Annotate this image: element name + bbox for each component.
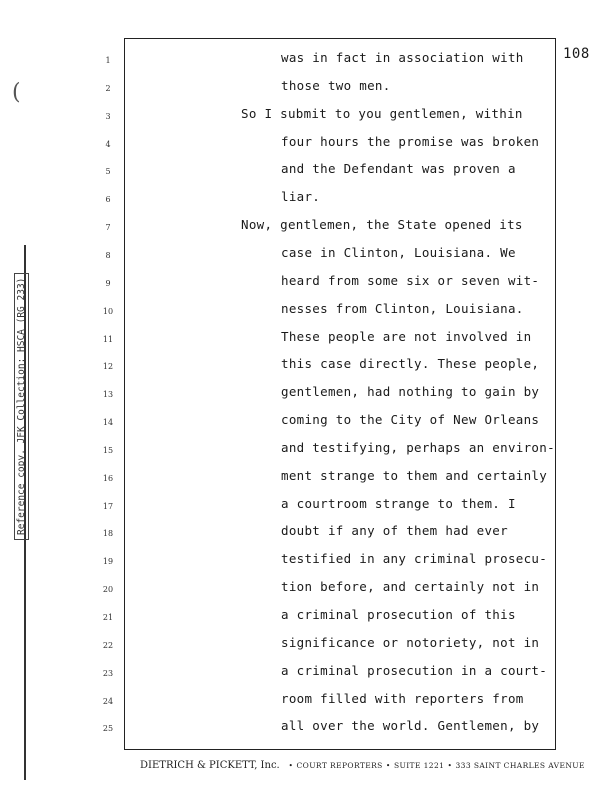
line-number: 18 [102, 529, 114, 539]
page-number: 108 [563, 46, 590, 62]
transcript-line: heard from some six or seven wit- [281, 272, 540, 288]
line-number: 21 [102, 613, 114, 622]
transcript-line: a courtroom strange to them. I [281, 495, 516, 511]
transcript-line: room filled with reporters from [281, 690, 524, 706]
transcript-line: was in fact in association with [281, 50, 524, 65]
line-number: 10 [102, 306, 114, 316]
line-number: 24 [102, 696, 114, 706]
line-number: 19 [102, 557, 114, 567]
transcript-line: These people are not involved in [281, 328, 532, 344]
line-number: 22 [102, 640, 114, 650]
line-number: 13 [102, 390, 114, 400]
footer-sep: • [288, 761, 294, 770]
line-number: 8 [105, 250, 111, 260]
footer-service: COURT REPORTERS [296, 761, 383, 770]
line-number: 20 [102, 585, 114, 595]
line-number: 17 [102, 501, 114, 511]
transcript-line: liar. [281, 189, 321, 205]
line-number: 11 [102, 334, 114, 344]
transcript-line: four hours the promise was broken [281, 133, 540, 149]
line-number: 2 [105, 83, 111, 93]
binder-mark: ( [12, 80, 21, 105]
transcript-line: a criminal prosecution in a court- [281, 662, 548, 678]
transcript-line: ment strange to them and certainly [281, 467, 548, 483]
line-number: 5 [105, 167, 111, 177]
transcript-line: Now, gentlemen, the State opened its [241, 217, 523, 233]
line-number: 3 [105, 111, 111, 121]
line-number: 1 [105, 56, 111, 65]
transcript-line: those two men. [281, 77, 391, 93]
transcript-line: and testifying, perhaps an environ- [281, 439, 555, 455]
footer-address: 333 SAINT CHARLES AVENUE [455, 761, 585, 770]
transcript-line: significance or notoriety, not in [281, 634, 540, 650]
footer-suite: SUITE 1221 [393, 761, 445, 770]
line-number: 23 [102, 668, 114, 678]
line-number: 9 [105, 278, 111, 288]
line-number: 16 [102, 473, 114, 483]
line-number: 25 [102, 724, 114, 734]
line-number: 6 [105, 195, 111, 205]
transcript-line: testified in any criminal prosecu- [281, 551, 548, 567]
transcript-line: So I submit to you gentlemen, within [241, 105, 523, 121]
transcript-line: gentlemen, had nothing to gain by [281, 384, 540, 400]
transcript-line: all over the world. Gentlemen, by [281, 718, 540, 734]
footer [140, 760, 585, 771]
margin-stamp: Reference copy, JFK Collection: HSCA (RG 233) [14, 273, 29, 540]
transcript-line: and the Defendant was proven a [281, 161, 516, 177]
transcript-line: doubt if any of them had ever [281, 523, 508, 539]
line-number: 7 [105, 223, 111, 233]
transcript-line: this case directly. These people, [281, 356, 540, 372]
line-number: 14 [102, 418, 114, 428]
line-number: 12 [102, 362, 114, 372]
footer-sep: • [447, 761, 453, 770]
transcript-line: nesses from Clinton, Louisiana. [281, 300, 524, 316]
transcript-line: tion before, and certainly not in [281, 579, 540, 595]
transcript-line: case in Clinton, Louisiana. We [281, 244, 516, 260]
footer-sep: • [385, 761, 391, 770]
footer-firm: DIETRICH & PICKETT, Inc. [140, 760, 280, 771]
line-number: 15 [102, 445, 114, 455]
line-number: 4 [105, 139, 111, 149]
transcript-line: a criminal prosecution of this [281, 607, 516, 622]
transcript-line: coming to the City of New Orleans [281, 412, 540, 428]
